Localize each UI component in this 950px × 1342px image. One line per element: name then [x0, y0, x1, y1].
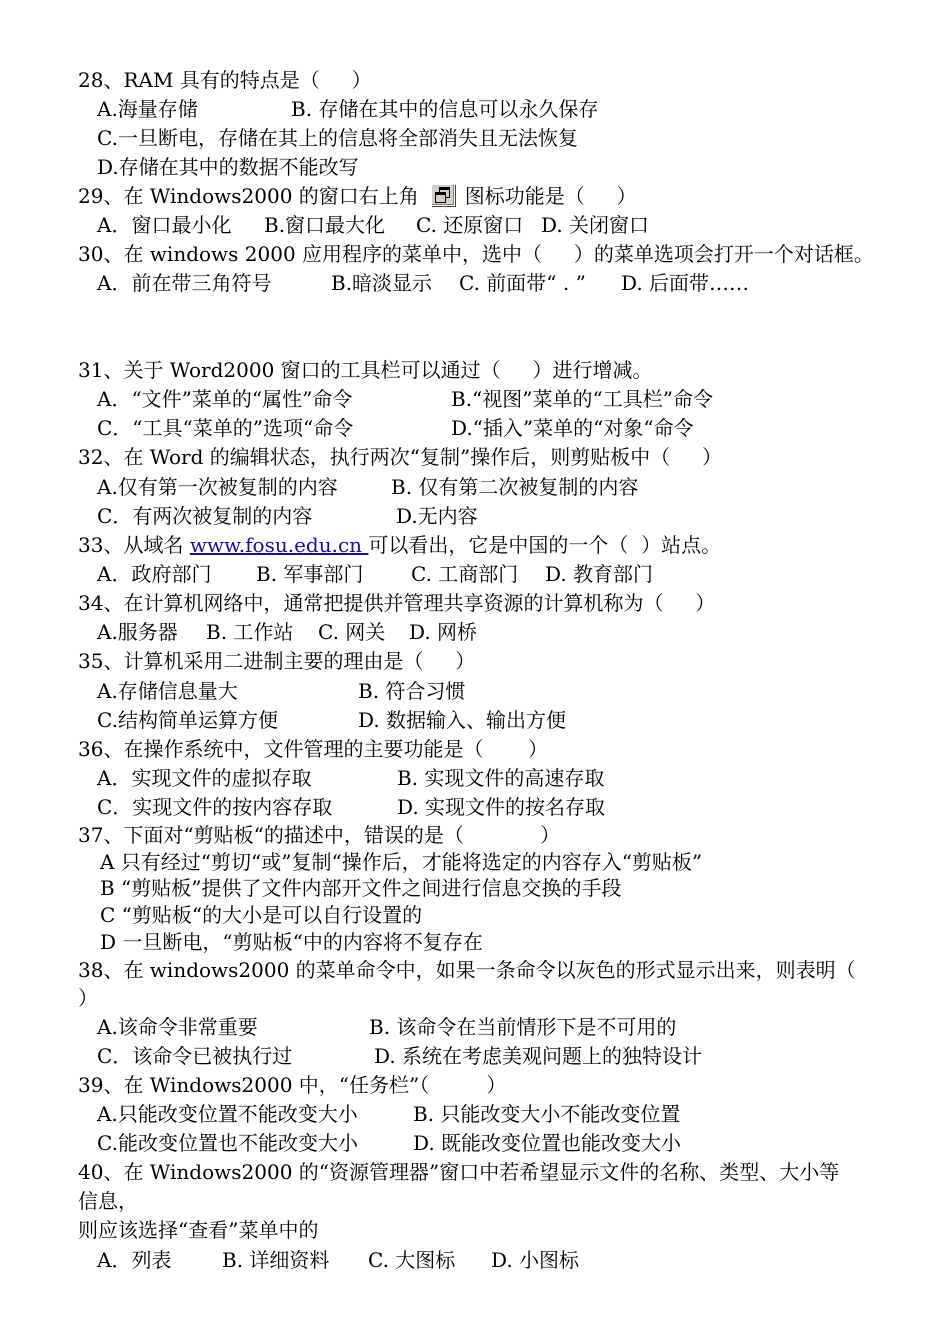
- q36-option-b: B. 实现文件的高速存取: [397, 766, 605, 790]
- q35-option-a: A.存储信息量大: [97, 679, 238, 703]
- q31-option-c: C．“工具“菜单的”选项“命令: [97, 416, 354, 440]
- q40-option-c: C. 大图标: [368, 1248, 456, 1272]
- q36-option-a: A．实现文件的虚拟存取: [97, 766, 312, 790]
- q37-option-b: B “剪贴板”提供了文件内部开文件之间进行信息交换的手段: [100, 876, 622, 900]
- q39-option-d: D. 既能改变位置也能改变大小: [413, 1131, 682, 1155]
- q38-option-a: A.该命令非常重要: [97, 1015, 258, 1039]
- q29-option-d: D. 关闭窗口: [541, 213, 650, 237]
- q32-option-a: A.仅有第一次被复制的内容: [97, 475, 338, 499]
- q38-option-d: D. 系统在考虑美观问题上的独特设计: [374, 1044, 703, 1068]
- question-30-stem: 30、在 windows 2000 应用程序的菜单中，选中（ ）的菜单选项会打开一个对话框。: [78, 242, 874, 266]
- q39-option-b: B. 只能改变大小不能改变位置: [413, 1102, 681, 1126]
- q33-stem-part-2: 可以看出，它是中国的一个（ ）站点。: [368, 533, 722, 557]
- q30-option-a: A．前在带三角符号: [97, 271, 272, 295]
- q34-option-d: D. 网桥: [409, 620, 478, 644]
- q34-option-c: C. 网关: [318, 620, 386, 644]
- q29-stem-part-2: 图标功能是（ ）: [464, 184, 637, 208]
- q35-option-c: C.结构简单运算方便: [97, 708, 278, 732]
- q40-option-a: A．列表: [97, 1248, 172, 1272]
- q33-stem-part-1: 33、从域名: [78, 533, 190, 557]
- question-38-stem-continued: ）: [78, 986, 98, 1010]
- q36-option-d: D. 实现文件的按名存取: [397, 795, 606, 819]
- question-35-stem: 35、计算机采用二进制主要的理由是（ ）: [78, 649, 476, 673]
- q28-option-a: A.海量存储: [97, 97, 198, 121]
- question-34-stem: 34、在计算机网络中，通常把提供并管理共享资源的计算机称为（ ）: [78, 591, 716, 615]
- question-32-stem: 32、在 Word 的编辑状态，执行两次“复制”操作后，则剪贴板中（ ）: [78, 445, 723, 469]
- q36-option-c: C．实现文件的按内容存取: [97, 795, 333, 819]
- question-39-stem: 39、在 Windows2000 中，“任务栏”（ ）: [78, 1073, 507, 1097]
- question-40-stem-continued: 信息，: [78, 1189, 138, 1213]
- question-38-stem: 38、在 windows2000 的菜单命令中，如果一条命令以灰色的形式显示出来，则表明（: [78, 958, 856, 982]
- question-29-stem: [78, 183, 637, 209]
- q37-option-d: D 一旦断电，“剪贴板“中的内容将不复存在: [100, 930, 483, 954]
- q38-option-c: C．该命令已被执行过: [97, 1044, 293, 1068]
- question-37-stem: 37、下面对“剪贴板“的描述中，错误的是（ ）: [78, 823, 561, 847]
- q28-option-c: C.一旦断电，存储在其上的信息将全部消失且无法恢复: [97, 126, 578, 150]
- q39-option-a: A.只能改变位置不能改变大小: [97, 1102, 358, 1126]
- q35-option-d: D. 数据输入、输出方便: [358, 708, 567, 732]
- q40-option-d: D. 小图标: [491, 1248, 580, 1272]
- q30-option-d: D. 后面带……: [621, 271, 750, 295]
- question-33-stem: [78, 532, 721, 558]
- domain-link[interactable]: www.fosu.edu.cn: [189, 533, 369, 557]
- q28-option-d: D.存储在其中的数据不能改写: [97, 155, 359, 179]
- q33-option-b: B. 军事部门: [256, 562, 364, 586]
- q33-option-c: C. 工商部门: [411, 562, 519, 586]
- q29-option-c: C. 还原窗口: [416, 213, 524, 237]
- question-31-stem: 31、关于 Word2000 窗口的工具栏可以通过（ ）进行增减。: [78, 358, 653, 382]
- q34-option-a: A.服务器: [97, 620, 178, 644]
- q39-option-c: C.能改变位置也不能改变大小: [97, 1131, 358, 1155]
- q33-option-a: A．政府部门: [97, 562, 212, 586]
- q35-option-b: B. 符合习惯: [358, 679, 466, 703]
- q29-option-b: B.窗口最大化: [264, 213, 386, 237]
- q29-option-a: A．窗口最小化: [97, 213, 232, 237]
- q34-option-b: B. 工作站: [206, 620, 294, 644]
- q32-option-c: C．有两次被复制的内容: [97, 504, 313, 528]
- q30-option-b: B.暗淡显示: [331, 271, 433, 295]
- q32-option-b: B. 仅有第二次被复制的内容: [391, 475, 639, 499]
- q37-option-c: C “剪贴板“的大小是可以自行设置的: [100, 903, 423, 927]
- q31-option-b: B.“视图”菜单的“工具栏”命令: [451, 387, 713, 411]
- q33-option-d: D. 教育部门: [545, 562, 654, 586]
- q38-option-b: B. 该命令在当前情形下是不可用的: [369, 1015, 677, 1039]
- q31-option-d: D.“插入”菜单的“对象“命令: [451, 416, 694, 440]
- q28-option-b: B. 存储在其中的信息可以永久保存: [291, 97, 599, 121]
- q31-option-a: A．“文件”菜单的“属性”命令: [97, 387, 353, 411]
- question-28-stem: 28、RAM 具有的特点是（ ）: [78, 68, 372, 92]
- question-40-stem: 40、在 Windows2000 的“资源管理器”窗口中若希望显示文件的名称、类型、大小等: [78, 1160, 840, 1184]
- q30-option-c: C. 前面带“ . ”: [459, 271, 586, 295]
- q32-option-d: D.无内容: [396, 504, 478, 528]
- window-restore-icon: [431, 184, 455, 206]
- question-40-stem-continued-2: 则应该选择“查看”菜单中的: [78, 1218, 319, 1242]
- question-36-stem: 36、在操作系统中，文件管理的主要功能是（ ）: [78, 737, 548, 761]
- q40-option-b: B. 详细资料: [222, 1248, 330, 1272]
- q29-stem-part-1: 29、在 Windows2000 的窗口右上角: [78, 184, 419, 208]
- q37-option-a: A 只有经过“剪切“或”复制“操作后，才能将选定的内容存入“剪贴板”: [100, 850, 703, 874]
